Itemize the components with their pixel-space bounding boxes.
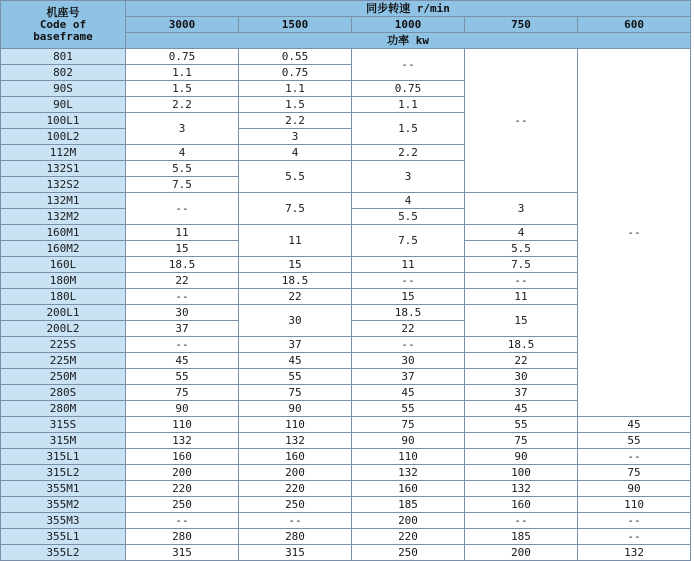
power-1000-cell: 0.75: [352, 81, 465, 97]
power-750-cell: --: [465, 273, 578, 289]
power-3000-cell: 0.75: [126, 49, 239, 65]
code-header-en-1: Code of: [39, 17, 87, 31]
table-row: [1, 417, 691, 433]
power-1500-cell: 45: [239, 353, 352, 369]
power-1000-cell: --: [352, 49, 465, 81]
power-1500-cell: 160: [239, 449, 352, 465]
code-header-cn: 机座号: [46, 5, 80, 19]
power-1500-cell: 37: [239, 337, 352, 353]
power-750-cell: 30: [465, 369, 578, 385]
baseframe-code-cell: 250M: [1, 369, 126, 385]
baseframe-code-cell: 132M1: [1, 193, 126, 209]
power-3000-cell: 22: [126, 273, 239, 289]
power-1000-cell: 220: [352, 529, 465, 545]
baseframe-code-cell: 355L1: [1, 529, 126, 545]
power-1000-cell: 55: [352, 401, 465, 417]
power-1500-cell: 1.1: [239, 81, 352, 97]
baseframe-code-cell: 801: [1, 49, 126, 65]
baseframe-code-cell: 200L1: [1, 305, 126, 321]
table-row: [1, 513, 691, 529]
power-1000-cell: 11: [352, 257, 465, 273]
power-3000-cell: 110: [126, 417, 239, 433]
power-1500-cell: 200: [239, 465, 352, 481]
power-3000-cell: 7.5: [126, 177, 239, 193]
power-1500-cell: 75: [239, 385, 352, 401]
baseframe-code-cell: 225M: [1, 353, 126, 369]
power-1000-cell: 250: [352, 545, 465, 561]
power-1500-cell: 0.75: [239, 65, 352, 81]
power-1000-cell: 1.1: [352, 97, 465, 113]
power-600-cell: --: [578, 529, 691, 545]
power-1500-cell: 1.5: [239, 97, 352, 113]
baseframe-code-cell: 355M1: [1, 481, 126, 497]
power-750-cell: 4: [465, 225, 578, 241]
baseframe-code-cell: 180M: [1, 273, 126, 289]
power-1500-cell: 220: [239, 481, 352, 497]
power-600-cell: 110: [578, 497, 691, 513]
power-600-cell: --: [578, 513, 691, 529]
speed-600: 600: [578, 17, 691, 33]
power-3000-cell: --: [126, 513, 239, 529]
baseframe-code-cell: 132S1: [1, 161, 126, 177]
power-3000-cell: 200: [126, 465, 239, 481]
power-3000-cell: 4: [126, 145, 239, 161]
table-row: [1, 529, 691, 545]
power-1500-cell: 250: [239, 497, 352, 513]
power-750-cell: 15: [465, 305, 578, 337]
speed-3000: 3000: [126, 17, 239, 33]
power-600-cell: 132: [578, 545, 691, 561]
power-1000-cell: 7.5: [352, 225, 465, 257]
power-750-cell: 7.5: [465, 257, 578, 273]
power-750-cell: 55: [465, 417, 578, 433]
power-1000-cell: 160: [352, 481, 465, 497]
power-3000-cell: 2.2: [126, 97, 239, 113]
power-750-cell: 22: [465, 353, 578, 369]
power-1500-cell: 22: [239, 289, 352, 305]
power-1000-cell: 132: [352, 465, 465, 481]
baseframe-code-cell: 132S2: [1, 177, 126, 193]
power-1000-cell: 185: [352, 497, 465, 513]
power-600-cell: 90: [578, 481, 691, 497]
code-header: [1, 1, 126, 49]
power-1500-cell: 3: [239, 129, 352, 145]
baseframe-code-cell: 90S: [1, 81, 126, 97]
power-3000-cell: 30: [126, 305, 239, 321]
baseframe-code-cell: 100L1: [1, 113, 126, 129]
power-3000-cell: 315: [126, 545, 239, 561]
power-3000-cell: 75: [126, 385, 239, 401]
table-row: [1, 481, 691, 497]
power-750-cell: 75: [465, 433, 578, 449]
power-1000-cell: 3: [352, 161, 465, 193]
baseframe-code-cell: 100L2: [1, 129, 126, 145]
power-1000-cell: 75: [352, 417, 465, 433]
table-row: [1, 449, 691, 465]
power-750-cell: 160: [465, 497, 578, 513]
power-750-cell: 100: [465, 465, 578, 481]
power-600-cell: --: [578, 49, 691, 417]
speed-1000: 1000: [352, 17, 465, 33]
power-1000-cell: 18.5: [352, 305, 465, 321]
speed-750: 750: [465, 17, 578, 33]
power-1500-cell: 30: [239, 305, 352, 337]
table-row: [1, 465, 691, 481]
power-750-cell: --: [465, 49, 578, 193]
power-1500-cell: --: [239, 513, 352, 529]
code-header-en-2: baseframe: [33, 29, 93, 43]
power-600-cell: 75: [578, 465, 691, 481]
power-750-cell: 185: [465, 529, 578, 545]
power-750-cell: 45: [465, 401, 578, 417]
power-750-cell: 5.5: [465, 241, 578, 257]
power-3000-cell: 132: [126, 433, 239, 449]
power-750-cell: 37: [465, 385, 578, 401]
power-1500-cell: 55: [239, 369, 352, 385]
power-750-cell: 11: [465, 289, 578, 305]
power-3000-cell: --: [126, 337, 239, 353]
power-1000-cell: 2.2: [352, 145, 465, 161]
power-750-cell: 132: [465, 481, 578, 497]
power-1000-cell: 4: [352, 193, 465, 209]
power-1500-cell: 2.2: [239, 113, 352, 129]
power-3000-cell: 37: [126, 321, 239, 337]
power-1000-cell: 37: [352, 369, 465, 385]
baseframe-code-cell: 180L: [1, 289, 126, 305]
baseframe-code-cell: 160L: [1, 257, 126, 273]
power-1500-cell: 0.55: [239, 49, 352, 65]
power-3000-cell: 250: [126, 497, 239, 513]
power-1000-cell: 110: [352, 449, 465, 465]
table-row: [1, 49, 691, 65]
power-1000-cell: 5.5: [352, 209, 465, 225]
table-row: [1, 497, 691, 513]
power-600-cell: 45: [578, 417, 691, 433]
power-3000-cell: 5.5: [126, 161, 239, 177]
power-1500-cell: 90: [239, 401, 352, 417]
power-1000-cell: 1.5: [352, 113, 465, 145]
baseframe-code-cell: 315S: [1, 417, 126, 433]
power-1500-cell: 7.5: [239, 193, 352, 225]
power-1000-cell: 30: [352, 353, 465, 369]
baseframe-code-cell: 200L2: [1, 321, 126, 337]
baseframe-code-cell: 355L2: [1, 545, 126, 561]
baseframe-code-cell: 280M: [1, 401, 126, 417]
power-1500-cell: 5.5: [239, 161, 352, 193]
power-1000-cell: 15: [352, 289, 465, 305]
power-3000-cell: 3: [126, 113, 239, 145]
power-600-cell: 55: [578, 433, 691, 449]
power-1500-cell: 11: [239, 225, 352, 257]
power-1500-cell: 280: [239, 529, 352, 545]
baseframe-code-cell: 160M2: [1, 241, 126, 257]
power-3000-cell: 280: [126, 529, 239, 545]
power-3000-cell: --: [126, 289, 239, 305]
table-row: [1, 433, 691, 449]
table-body: [1, 49, 691, 561]
power-3000-cell: 1.1: [126, 65, 239, 81]
baseframe-code-cell: 315L1: [1, 449, 126, 465]
power-750-cell: 200: [465, 545, 578, 561]
power-750-cell: 90: [465, 449, 578, 465]
speed-1500: 1500: [239, 17, 352, 33]
power-1000-cell: 22: [352, 321, 465, 337]
power-1000-cell: 45: [352, 385, 465, 401]
baseframe-code-cell: 315M: [1, 433, 126, 449]
baseframe-code-cell: 355M3: [1, 513, 126, 529]
power-3000-cell: 90: [126, 401, 239, 417]
power-title: 功率 kw: [126, 33, 691, 49]
baseframe-code-cell: 280S: [1, 385, 126, 401]
power-1000-cell: --: [352, 337, 465, 353]
baseframe-code-cell: 160M1: [1, 225, 126, 241]
power-3000-cell: 220: [126, 481, 239, 497]
power-600-cell: --: [578, 449, 691, 465]
power-3000-cell: 45: [126, 353, 239, 369]
power-1000-cell: 200: [352, 513, 465, 529]
power-1500-cell: 15: [239, 257, 352, 273]
power-750-cell: 18.5: [465, 337, 578, 353]
power-750-cell: --: [465, 513, 578, 529]
baseframe-code-cell: 225S: [1, 337, 126, 353]
baseframe-code-cell: 355M2: [1, 497, 126, 513]
power-3000-cell: 55: [126, 369, 239, 385]
baseframe-code-cell: 132M2: [1, 209, 126, 225]
table-row: [1, 545, 691, 561]
power-1500-cell: 110: [239, 417, 352, 433]
power-3000-cell: 11: [126, 225, 239, 241]
power-3000-cell: 1.5: [126, 81, 239, 97]
power-3000-cell: 15: [126, 241, 239, 257]
baseframe-code-cell: 90L: [1, 97, 126, 113]
baseframe-code-cell: 112M: [1, 145, 126, 161]
baseframe-code-cell: 315L2: [1, 465, 126, 481]
power-1000-cell: --: [352, 273, 465, 289]
power-1500-cell: 4: [239, 145, 352, 161]
power-1500-cell: 18.5: [239, 273, 352, 289]
power-3000-cell: 160: [126, 449, 239, 465]
baseframe-code-cell: 802: [1, 65, 126, 81]
power-1000-cell: 90: [352, 433, 465, 449]
power-750-cell: 3: [465, 193, 578, 225]
speed-title: 同步转速 r/min: [126, 1, 691, 17]
power-1500-cell: 132: [239, 433, 352, 449]
power-3000-cell: 18.5: [126, 257, 239, 273]
power-3000-cell: --: [126, 193, 239, 225]
power-1500-cell: 315: [239, 545, 352, 561]
